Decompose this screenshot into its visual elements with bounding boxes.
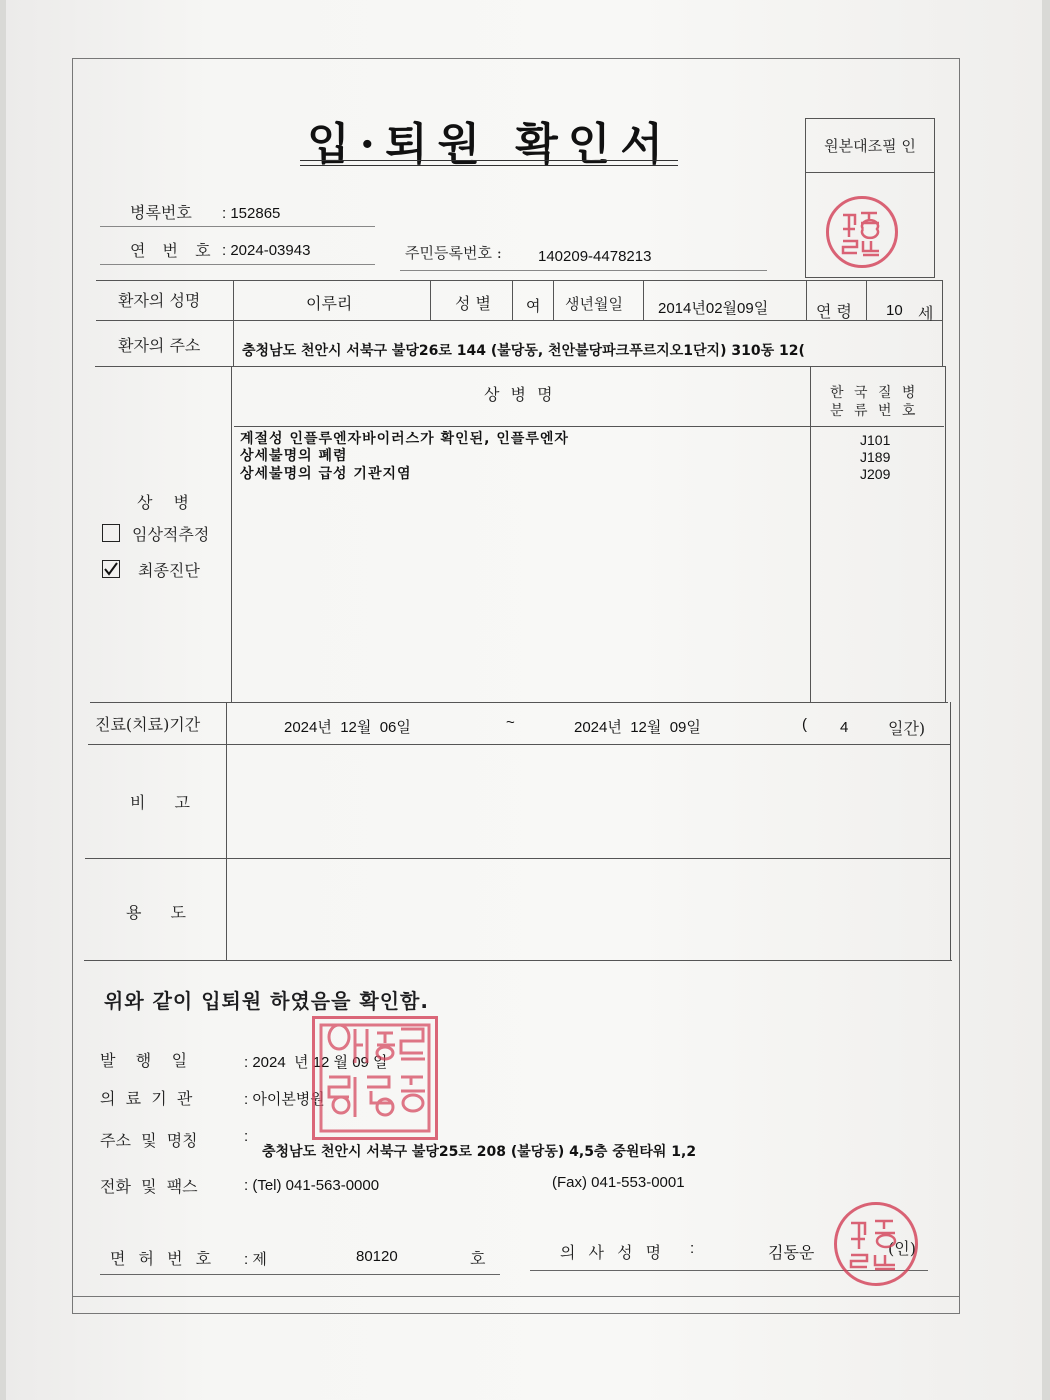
period-paren: ( bbox=[802, 716, 807, 733]
license-number: 80120 bbox=[356, 1248, 398, 1265]
title-underline bbox=[300, 160, 678, 161]
patient-address-label: 환자의 주소 bbox=[118, 336, 201, 355]
table-border bbox=[945, 366, 946, 702]
period-end: 2024년 12월 09일 bbox=[574, 719, 701, 736]
checkmark-icon bbox=[103, 561, 119, 577]
confirmation-statement: 위와 같이 입퇴원 하였음을 확인함. bbox=[104, 989, 429, 1013]
frame-bottom-line bbox=[72, 1296, 960, 1297]
diagnosis-name: 계절성 인플루엔자바이러스가 확인된, 인플루엔자 bbox=[240, 431, 569, 447]
issue-date-value: : 2024 년 12 월 09 일 bbox=[244, 1054, 388, 1071]
table-border bbox=[806, 280, 807, 320]
resident-number-value: 140209-4478213 bbox=[538, 248, 652, 265]
period-start: 2024년 12월 06일 bbox=[284, 719, 411, 736]
registration-number-value: : 152865 bbox=[222, 205, 281, 222]
phone-fax-label: 전화 및 팩스 bbox=[100, 1177, 198, 1196]
table-border bbox=[553, 280, 554, 320]
diagnosis-code: J189 bbox=[860, 449, 891, 465]
age-unit: 세 bbox=[918, 304, 934, 323]
table-border bbox=[90, 702, 948, 703]
table-border bbox=[233, 280, 234, 366]
patient-name-value: 이루리 bbox=[306, 296, 353, 313]
address-colon: : bbox=[244, 1128, 249, 1145]
table-border bbox=[810, 366, 811, 702]
license-suffix: 호 bbox=[470, 1249, 486, 1268]
table-border bbox=[85, 858, 951, 859]
license-label: 면 허 번 호 bbox=[110, 1249, 216, 1268]
doctor-seal bbox=[834, 1202, 918, 1286]
remarks-label: 비 고 bbox=[130, 793, 202, 812]
seal-mark: (인) bbox=[888, 1239, 916, 1258]
fax-value: (Fax) 041-553-0001 bbox=[552, 1174, 685, 1191]
diagnosis-section-label: 상 병 bbox=[137, 493, 197, 512]
table-border bbox=[231, 366, 232, 702]
table-border bbox=[643, 280, 644, 320]
patient-name-label: 환자의 성명 bbox=[118, 291, 201, 310]
title-underline bbox=[300, 165, 678, 166]
table-border bbox=[226, 702, 227, 960]
diagnosis-code: J209 bbox=[860, 466, 891, 482]
table-border bbox=[950, 702, 951, 960]
table-border bbox=[95, 366, 945, 367]
table-border bbox=[512, 280, 513, 320]
original-verified-header bbox=[806, 119, 934, 173]
serial-number-label: 연 번 호 bbox=[130, 241, 217, 260]
underline bbox=[100, 226, 375, 227]
age-label: 연 령 bbox=[816, 302, 852, 321]
hospital-seal bbox=[312, 1016, 438, 1140]
sex-label: 성 별 bbox=[455, 294, 491, 313]
dob-label: 생년월일 bbox=[565, 295, 623, 313]
period-days: 4 bbox=[840, 719, 849, 736]
table-border bbox=[84, 960, 952, 961]
final-diagnosis-checkbox[interactable] bbox=[102, 560, 120, 578]
dob-value: 2014년02월09일 bbox=[658, 300, 769, 317]
license-prefix: : 제 bbox=[244, 1251, 267, 1268]
serial-number-value: : 2024-03943 bbox=[222, 242, 311, 259]
underline bbox=[100, 264, 375, 265]
underline bbox=[400, 270, 767, 271]
patient-address-value: 충청남도 천안시 서북구 불당26로 144 (불당동, 천안불당파크푸르지오1단지) 310동 12( bbox=[242, 343, 805, 359]
final-diagnosis-label: 최종진단 bbox=[138, 561, 200, 580]
clinical-estimate-label: 임상적추정 bbox=[132, 525, 210, 544]
age-value: 10 bbox=[886, 302, 903, 319]
table-border bbox=[866, 280, 867, 320]
underline bbox=[100, 1274, 500, 1275]
registration-number-label: 병록번호 bbox=[130, 203, 192, 222]
diagnosis-code: J101 bbox=[860, 432, 891, 448]
diagnosis-name: 상세불명의 폐렴 bbox=[240, 448, 348, 464]
institution-address: 충청남도 천안시 서북구 불당25로 208 (불당동) 4,5층 중원타워 1,2 bbox=[262, 1144, 697, 1160]
code-column-header-1: 한 국 질 병 bbox=[830, 385, 919, 401]
table-border bbox=[430, 280, 431, 320]
diagnosis-name: 상세불명의 급성 기관지염 bbox=[240, 466, 412, 482]
institution-label: 의 료 기 관 bbox=[100, 1089, 193, 1108]
address-name-label: 주소 및 명칭 bbox=[100, 1131, 198, 1150]
resident-number-label: 주민등록번호 : bbox=[405, 244, 502, 262]
period-tilde: ~ bbox=[506, 714, 515, 731]
table-border bbox=[96, 280, 943, 281]
diagnosis-column-header: 상 병 명 bbox=[484, 385, 556, 404]
doctor-colon: : bbox=[690, 1240, 695, 1257]
doctor-name-label: 의 사 성 명 bbox=[560, 1243, 666, 1262]
issue-date-label: 발 행 일 bbox=[100, 1051, 188, 1070]
institution-value: : 아이본병원 bbox=[244, 1091, 325, 1108]
clinical-estimate-checkbox[interactable] bbox=[102, 524, 120, 542]
code-column-header-2: 분 류 번 호 bbox=[830, 403, 919, 419]
period-days-unit: 일간) bbox=[888, 719, 926, 738]
phone-value: : (Tel) 041-563-0000 bbox=[244, 1177, 380, 1194]
original-verified-label: 원본대조필 인 bbox=[824, 137, 916, 155]
sex-value: 여 bbox=[526, 298, 541, 315]
verification-seal bbox=[826, 196, 898, 268]
table-border bbox=[88, 744, 950, 745]
treatment-period-label: 진료(치료)기간 bbox=[95, 715, 201, 734]
document-title: 입·퇴원 확인서 bbox=[307, 119, 673, 170]
table-border bbox=[234, 426, 944, 427]
purpose-label: 용 도 bbox=[126, 903, 198, 922]
doctor-name: 김동운 bbox=[768, 1245, 815, 1262]
table-border bbox=[942, 280, 943, 366]
